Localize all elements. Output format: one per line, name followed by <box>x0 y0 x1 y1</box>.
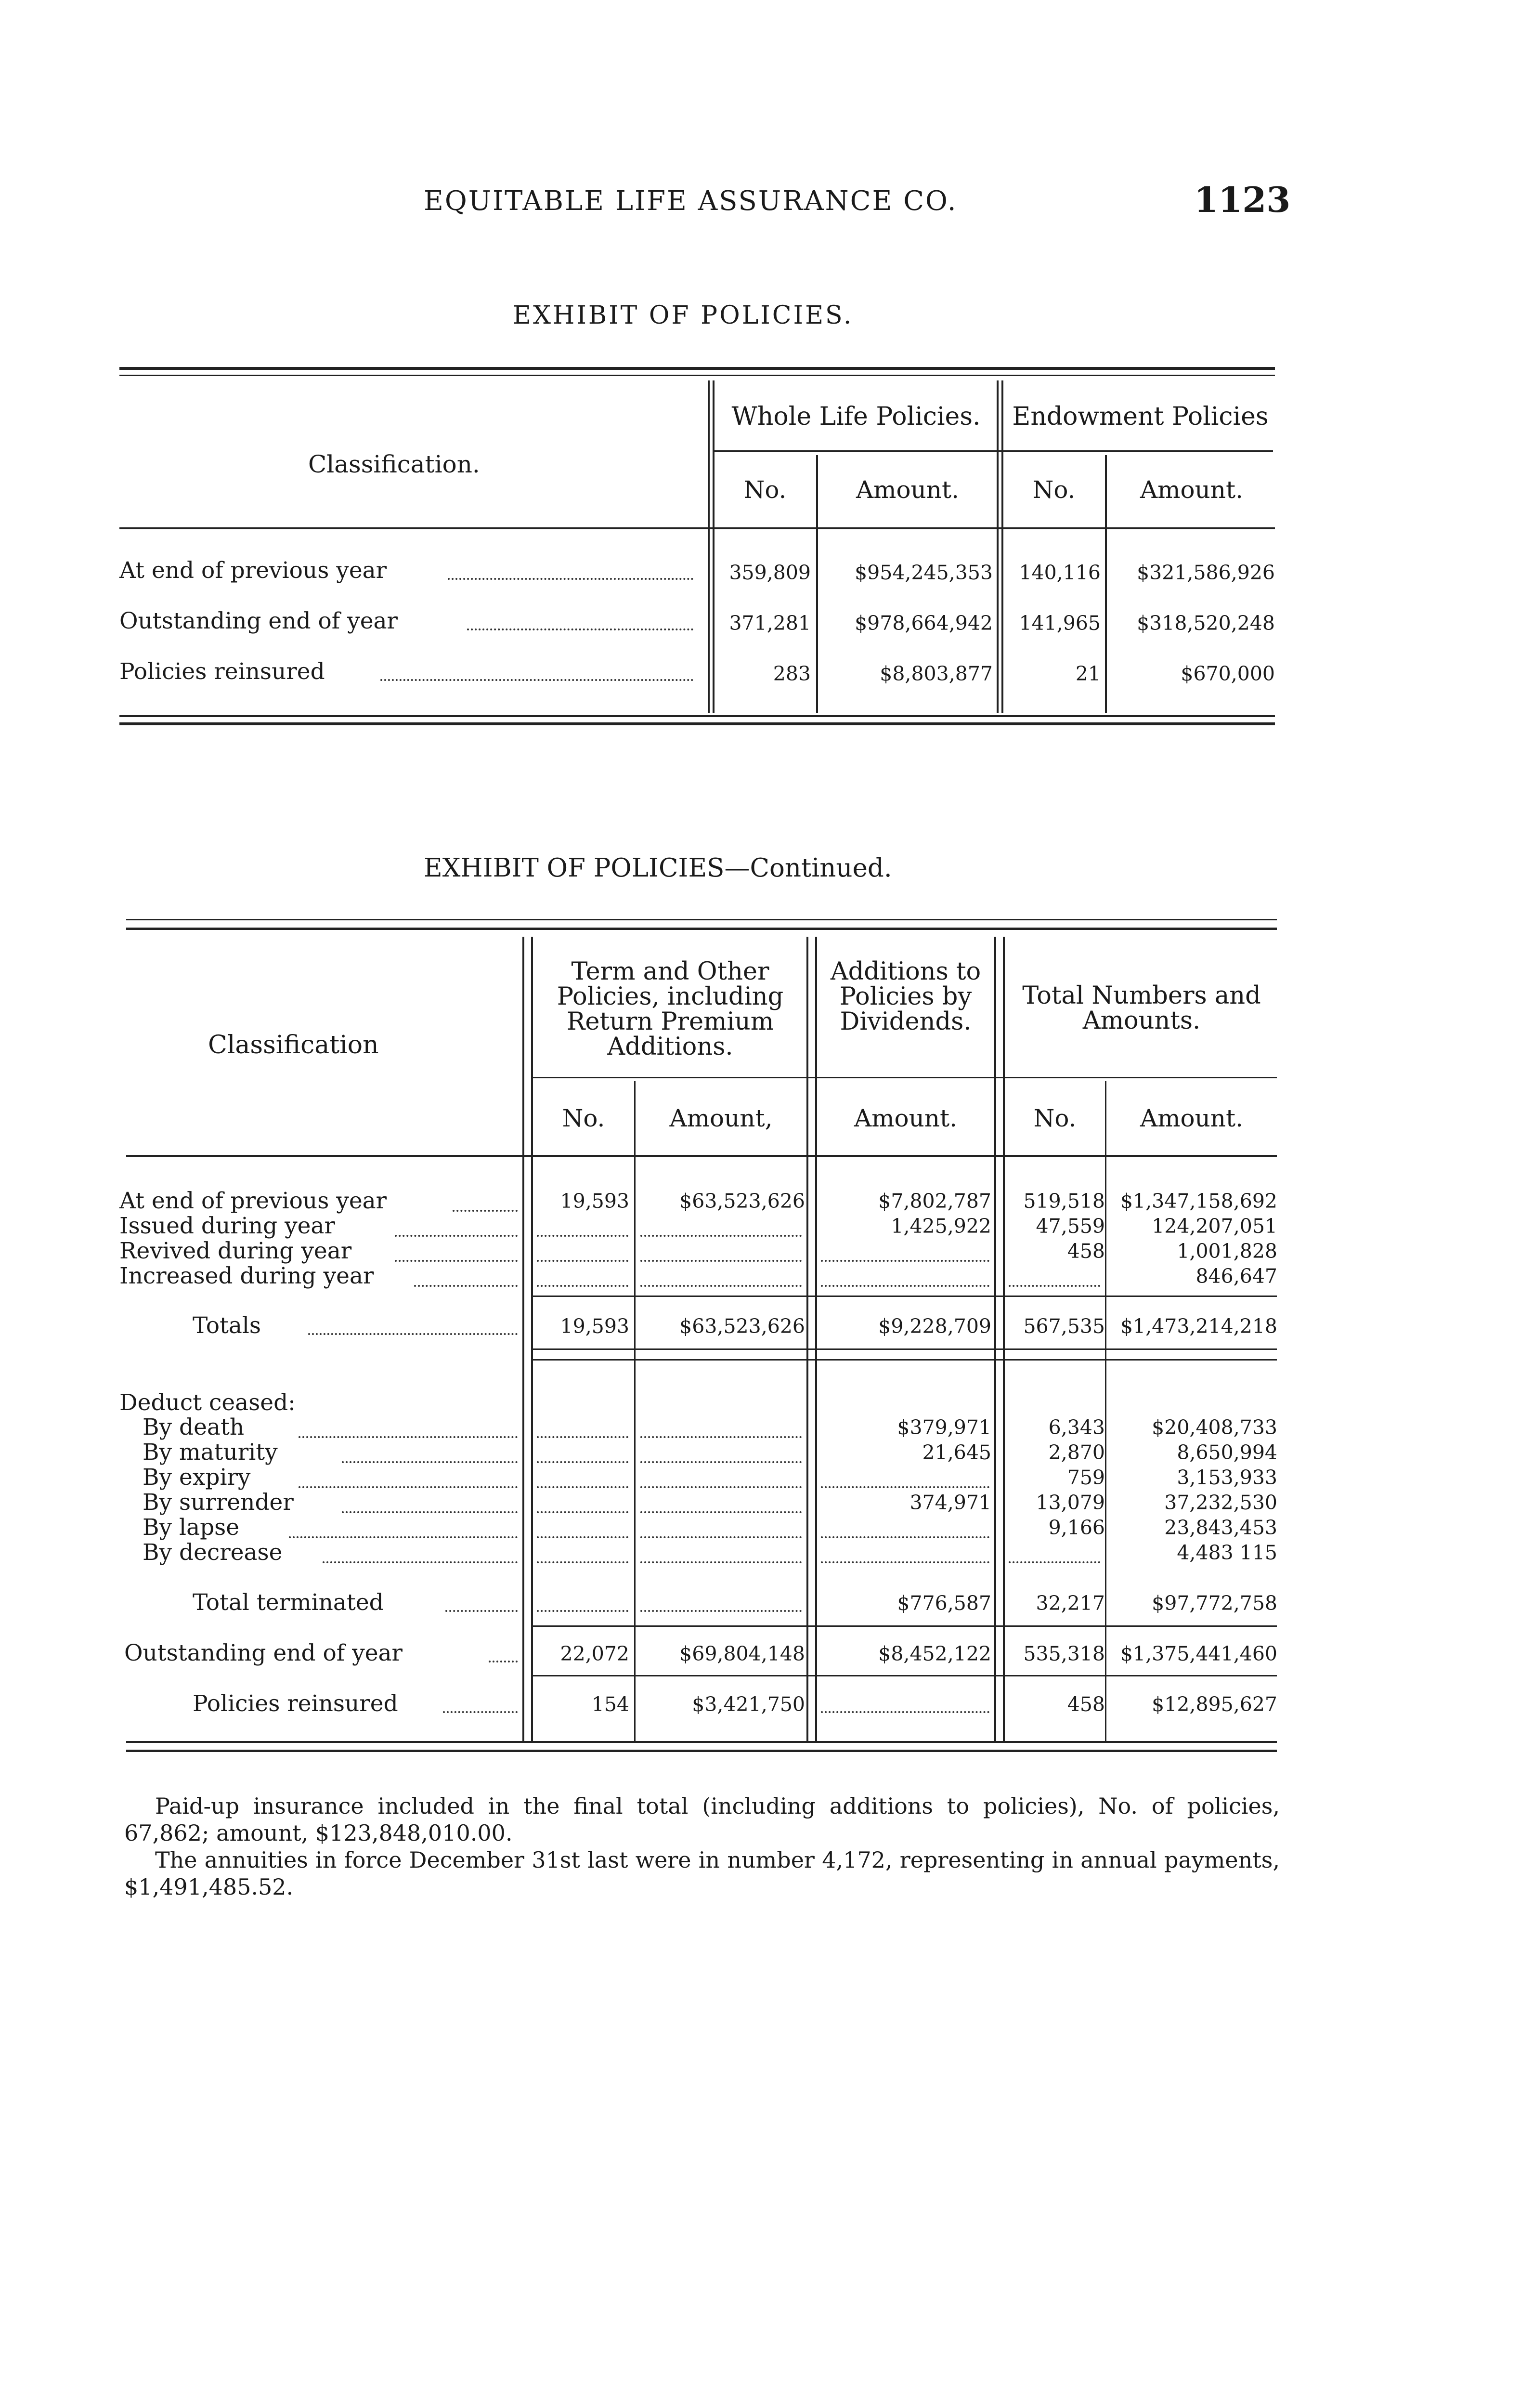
exhibit1-header-endowment: Endowment Policies <box>1012 402 1269 431</box>
cell: 374,971 <box>909 1491 991 1514</box>
exhibit2-header-totals: Total Numbers and Amounts. <box>1022 982 1261 1035</box>
cell: $97,772,758 <box>1152 1592 1277 1615</box>
cell: 1,001,828 <box>1177 1240 1277 1263</box>
exhibit2-classification-header: Classification <box>208 1031 379 1060</box>
cell: $12,895,627 <box>1152 1693 1277 1716</box>
cell: $321,586,926 <box>1137 561 1275 584</box>
exhibit1-header-whole-life: Whole Life Policies. <box>731 402 981 431</box>
cell: 141,965 <box>1019 612 1101 635</box>
exhibit1-sub-amount: Amount. <box>856 476 959 504</box>
exhibit2-sub-amount: Amount. <box>854 1104 957 1132</box>
cell: 458 <box>1067 1240 1105 1263</box>
cell: $318,520,248 <box>1137 612 1275 635</box>
cell: 37,232,530 <box>1164 1491 1277 1514</box>
cell: 567,535 <box>1023 1315 1105 1338</box>
row-label: Revived during year <box>119 1238 352 1264</box>
deduct-label: Deduct ceased: <box>119 1389 296 1416</box>
row-label: Outstanding end of year <box>124 1640 403 1666</box>
cell: $670,000 <box>1181 662 1275 685</box>
cell: 359,809 <box>729 561 811 584</box>
cell: 47,559 <box>1036 1215 1105 1238</box>
cell: $379,971 <box>897 1416 991 1439</box>
cell: 283 <box>773 662 811 685</box>
cell: $8,452,122 <box>878 1642 991 1665</box>
row-label: By death <box>143 1414 245 1440</box>
exhibit1-sub-no: No. <box>1032 476 1076 504</box>
cell: $63,523,626 <box>679 1315 805 1338</box>
cell: 32,217 <box>1036 1592 1105 1615</box>
cell: $7,802,787 <box>878 1190 991 1213</box>
cell: $954,245,353 <box>855 561 993 584</box>
row-label: Increased during year <box>119 1263 374 1289</box>
exhibit2-sub-amount: Amount. <box>1140 1104 1243 1132</box>
cell: $3,421,750 <box>692 1693 805 1716</box>
cell: 2,870 <box>1048 1441 1105 1464</box>
cell: 21 <box>1075 662 1101 685</box>
exhibit1-sub-no: No. <box>743 476 787 504</box>
cell: 124,207,051 <box>1152 1215 1277 1238</box>
cell: $9,228,709 <box>878 1315 991 1338</box>
row-label: By surrender <box>143 1489 294 1516</box>
row-label: Total terminated <box>193 1589 384 1616</box>
cell: $63,523,626 <box>679 1190 805 1213</box>
cell: 22,072 <box>560 1642 629 1665</box>
cell: 535,318 <box>1023 1642 1105 1665</box>
exhibit2-sub-no: No. <box>562 1104 605 1132</box>
exhibit2-header-additions: Additions to Policies by Dividends. <box>830 957 981 1036</box>
cell: $69,804,148 <box>679 1642 805 1665</box>
cell: 19,593 <box>560 1190 629 1213</box>
row-label: At end of previous year <box>119 557 387 584</box>
exhibit2-title: EXHIBIT OF POLICIES—Continued. <box>424 853 892 883</box>
exhibit2-sub-amount: Amount, <box>669 1104 773 1132</box>
row-label: By maturity <box>143 1439 278 1466</box>
exhibit2-sub-no: No. <box>1033 1104 1077 1132</box>
cell: $8,803,877 <box>880 662 993 685</box>
exhibit1-title: EXHIBIT OF POLICIES. <box>513 301 854 330</box>
running-title: EQUITABLE LIFE ASSURANCE CO. <box>424 185 958 217</box>
row-label: Outstanding end of year <box>119 608 398 634</box>
exhibit1-classification-header: Classification. <box>308 450 480 478</box>
cell: 458 <box>1067 1693 1105 1716</box>
cell: 19,593 <box>560 1315 629 1338</box>
footnote-paid-up: Paid-up insurance included in the final total (including additions to policies), No. of policies, 67,862; amount, $123,848,010.00. <box>124 1793 1280 1846</box>
cell: 759 <box>1067 1466 1105 1489</box>
cell: $1,375,441,460 <box>1120 1642 1277 1665</box>
row-label: Policies reinsured <box>119 658 325 685</box>
cell: 23,843,453 <box>1164 1516 1277 1539</box>
row-label: By expiry <box>143 1464 251 1491</box>
cell: $1,473,214,218 <box>1120 1315 1277 1338</box>
cell: 140,116 <box>1019 561 1101 584</box>
row-label: Policies reinsured <box>193 1690 398 1717</box>
cell: $978,664,942 <box>855 612 993 635</box>
footnote-annuities: The annuities in force December 31st last were in number 4,172, representing in annual payments, $1,491,485.52. <box>124 1847 1280 1900</box>
cell: 13,079 <box>1036 1491 1105 1514</box>
page-number: 1123 <box>1194 179 1291 220</box>
cell: 4,483 115 <box>1177 1541 1277 1564</box>
cell: 3,153,933 <box>1177 1466 1277 1489</box>
row-label: Issued during year <box>119 1213 335 1239</box>
row-label: By decrease <box>143 1539 283 1566</box>
cell: 9,166 <box>1048 1516 1105 1539</box>
cell: $1,347,158,692 <box>1120 1190 1277 1213</box>
cell: 8,650,994 <box>1177 1441 1277 1464</box>
cell: 21,645 <box>922 1441 991 1464</box>
cell: $776,587 <box>897 1592 991 1615</box>
cell: 154 <box>591 1693 629 1716</box>
cell: 6,343 <box>1048 1416 1105 1439</box>
row-label: Totals <box>193 1312 261 1339</box>
cell: 519,518 <box>1023 1190 1105 1213</box>
cell: $20,408,733 <box>1152 1416 1277 1439</box>
row-label: At end of previous year <box>119 1188 387 1214</box>
row-label: By lapse <box>143 1514 240 1541</box>
cell: 1,425,922 <box>891 1215 991 1238</box>
exhibit2-header-term: Term and Other Policies, including Return Premium Additions. <box>557 957 784 1061</box>
exhibit1-sub-amount: Amount. <box>1140 476 1243 504</box>
cell: 846,647 <box>1195 1265 1277 1288</box>
cell: 371,281 <box>729 612 811 635</box>
